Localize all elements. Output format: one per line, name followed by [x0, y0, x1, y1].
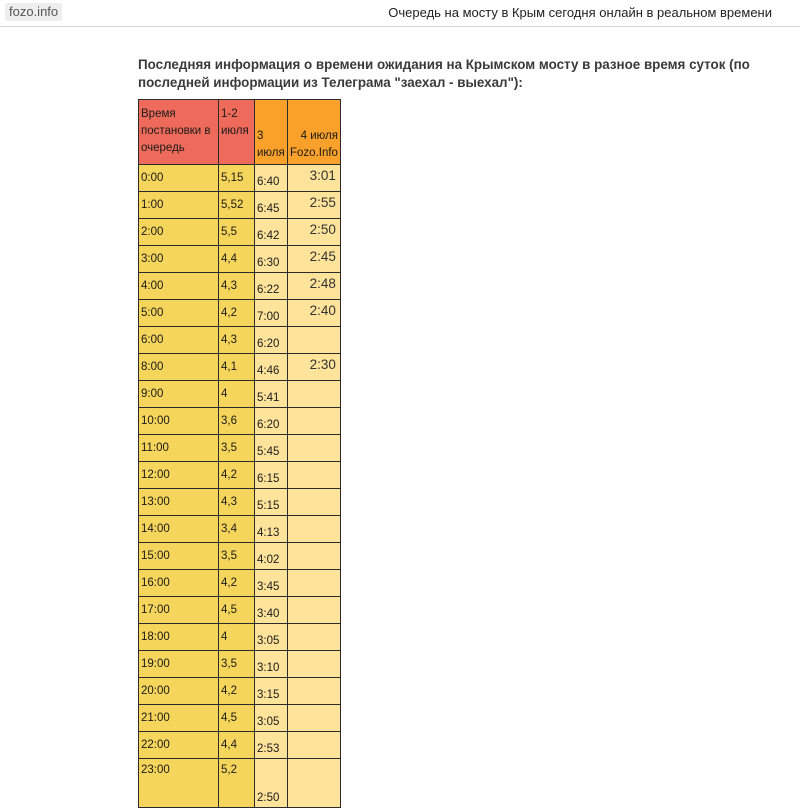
- cell-queue-time: 15:00: [139, 543, 219, 570]
- cell-queue-time: 1:00: [139, 192, 219, 219]
- cell-jul-4: [288, 732, 341, 759]
- cell-queue-time: 9:00: [139, 381, 219, 408]
- cell-jul-4: [288, 759, 341, 808]
- table-row: [139, 327, 341, 354]
- cell-jul-4: [288, 408, 341, 435]
- cell-jul-3: 6:15: [255, 462, 288, 489]
- header-queue-time: Время постановки в очередь: [139, 100, 219, 165]
- table-row: [139, 408, 341, 435]
- cell-jul-3: 4:13: [255, 516, 288, 543]
- cell-jul-3: 6:42: [255, 219, 288, 246]
- intro-text: Последняя информация о времени ожидания на Крымском мосту в разное время суток (по последней информации из Телеграма "заехал - выехал"):: [138, 57, 750, 90]
- table-row: [139, 759, 341, 808]
- header-jul-4: 4 июля Fozo.Info: [288, 100, 341, 165]
- cell-jul-4: [288, 543, 341, 570]
- cell-jul-1-2: 5,5: [219, 219, 255, 246]
- table-row: [139, 219, 341, 246]
- cell-queue-time: 16:00: [139, 570, 219, 597]
- cell-jul-4: 2:30: [288, 354, 341, 381]
- cell-jul-4: 2:50: [288, 219, 341, 246]
- cell-jul-4: 2:55: [288, 192, 341, 219]
- cell-jul-3: 6:30: [255, 246, 288, 273]
- cell-jul-1-2: 4,3: [219, 489, 255, 516]
- cell-jul-1-2: 5,2: [219, 759, 255, 808]
- page-headline[interactable]: Очередь на мосту в Крым сегодня онлайн в реальном времени: [388, 5, 772, 20]
- cell-jul-4: [288, 705, 341, 732]
- table-row: [139, 516, 341, 543]
- cell-jul-3: 3:45: [255, 570, 288, 597]
- cell-queue-time: 21:00: [139, 705, 219, 732]
- cell-jul-4: [288, 516, 341, 543]
- cell-queue-time: 12:00: [139, 462, 219, 489]
- cell-jul-1-2: 4,1: [219, 354, 255, 381]
- cell-jul-1-2: 3,6: [219, 408, 255, 435]
- table-row: [139, 381, 341, 408]
- table-row: [139, 246, 341, 273]
- cell-jul-1-2: 4,4: [219, 246, 255, 273]
- table-row: [139, 597, 341, 624]
- cell-jul-1-2: 4,3: [219, 327, 255, 354]
- cell-jul-3: 6:45: [255, 192, 288, 219]
- table-row: [139, 489, 341, 516]
- cell-jul-4: 2:48: [288, 273, 341, 300]
- cell-jul-1-2: 4,5: [219, 705, 255, 732]
- cell-jul-1-2: 4,2: [219, 462, 255, 489]
- table-row: [139, 165, 341, 192]
- cell-queue-time: 5:00: [139, 300, 219, 327]
- cell-jul-3: 6:22: [255, 273, 288, 300]
- cell-jul-4: [288, 489, 341, 516]
- cell-jul-4: [288, 597, 341, 624]
- table-header-row: [139, 100, 341, 165]
- table-row: [139, 300, 341, 327]
- cell-jul-4: 3:01: [288, 165, 341, 192]
- cell-jul-4: 2:45: [288, 246, 341, 273]
- cell-jul-1-2: 4,5: [219, 597, 255, 624]
- cell-jul-3: 5:41: [255, 381, 288, 408]
- cell-jul-3: 3:10: [255, 651, 288, 678]
- cell-queue-time: 13:00: [139, 489, 219, 516]
- cell-jul-4: [288, 327, 341, 354]
- table-row: [139, 462, 341, 489]
- table-row: [139, 273, 341, 300]
- cell-jul-3: 6:40: [255, 165, 288, 192]
- cell-queue-time: 2:00: [139, 219, 219, 246]
- cell-queue-time: 6:00: [139, 327, 219, 354]
- cell-jul-1-2: 4,3: [219, 273, 255, 300]
- cell-queue-time: 17:00: [139, 597, 219, 624]
- table-row: [139, 543, 341, 570]
- header-jul-1-2: 1-2 июля: [219, 100, 255, 165]
- cell-jul-3: 5:45: [255, 435, 288, 462]
- table-row: [139, 678, 341, 705]
- cell-jul-3: 3:05: [255, 624, 288, 651]
- table-row: [139, 192, 341, 219]
- table-row: [139, 570, 341, 597]
- cell-jul-3: 3:40: [255, 597, 288, 624]
- cell-jul-1-2: 4,4: [219, 732, 255, 759]
- top-bar: [0, 0, 800, 27]
- cell-jul-1-2: 4: [219, 381, 255, 408]
- cell-jul-1-2: 4,2: [219, 678, 255, 705]
- cell-jul-1-2: 5,15: [219, 165, 255, 192]
- cell-jul-1-2: 4,2: [219, 570, 255, 597]
- cell-jul-3: 7:00: [255, 300, 288, 327]
- cell-jul-4: [288, 678, 341, 705]
- cell-jul-4: [288, 462, 341, 489]
- cell-jul-3: 2:50: [255, 759, 288, 808]
- cell-jul-4: [288, 570, 341, 597]
- cell-jul-1-2: 3,4: [219, 516, 255, 543]
- table-row: [139, 435, 341, 462]
- cell-queue-time: 11:00: [139, 435, 219, 462]
- cell-jul-3: 3:15: [255, 678, 288, 705]
- cell-jul-1-2: 3,5: [219, 435, 255, 462]
- cell-jul-3: 6:20: [255, 408, 288, 435]
- cell-jul-1-2: 4,2: [219, 300, 255, 327]
- table-row: [139, 354, 341, 381]
- cell-queue-time: 22:00: [139, 732, 219, 759]
- cell-queue-time: 14:00: [139, 516, 219, 543]
- cell-jul-3: 6:20: [255, 327, 288, 354]
- cell-jul-3: 5:15: [255, 489, 288, 516]
- cell-queue-time: 18:00: [139, 624, 219, 651]
- cell-queue-time: 4:00: [139, 273, 219, 300]
- cell-jul-3: 3:05: [255, 705, 288, 732]
- cell-jul-4: [288, 435, 341, 462]
- cell-queue-time: 19:00: [139, 651, 219, 678]
- cell-queue-time: 3:00: [139, 246, 219, 273]
- cell-queue-time: 20:00: [139, 678, 219, 705]
- cell-jul-1-2: 3,5: [219, 543, 255, 570]
- wait-time-table: [138, 99, 341, 808]
- cell-jul-4: 2:40: [288, 300, 341, 327]
- table-row: [139, 624, 341, 651]
- table-row: [139, 705, 341, 732]
- site-logo[interactable]: fozo.info: [5, 3, 62, 21]
- header-jul-3: 3 июля: [255, 100, 288, 165]
- cell-jul-1-2: 5,52: [219, 192, 255, 219]
- cell-jul-4: [288, 624, 341, 651]
- cell-jul-4: [288, 381, 341, 408]
- cell-queue-time: 10:00: [139, 408, 219, 435]
- table-row: [139, 732, 341, 759]
- cell-queue-time: 23:00: [139, 759, 219, 808]
- cell-queue-time: 8:00: [139, 354, 219, 381]
- cell-queue-time: 0:00: [139, 165, 219, 192]
- cell-jul-3: 4:46: [255, 354, 288, 381]
- cell-jul-3: 4:02: [255, 543, 288, 570]
- table-row: [139, 651, 341, 678]
- cell-jul-3: 2:53: [255, 732, 288, 759]
- cell-jul-1-2: 3,5: [219, 651, 255, 678]
- cell-jul-1-2: 4: [219, 624, 255, 651]
- cell-jul-4: [288, 651, 341, 678]
